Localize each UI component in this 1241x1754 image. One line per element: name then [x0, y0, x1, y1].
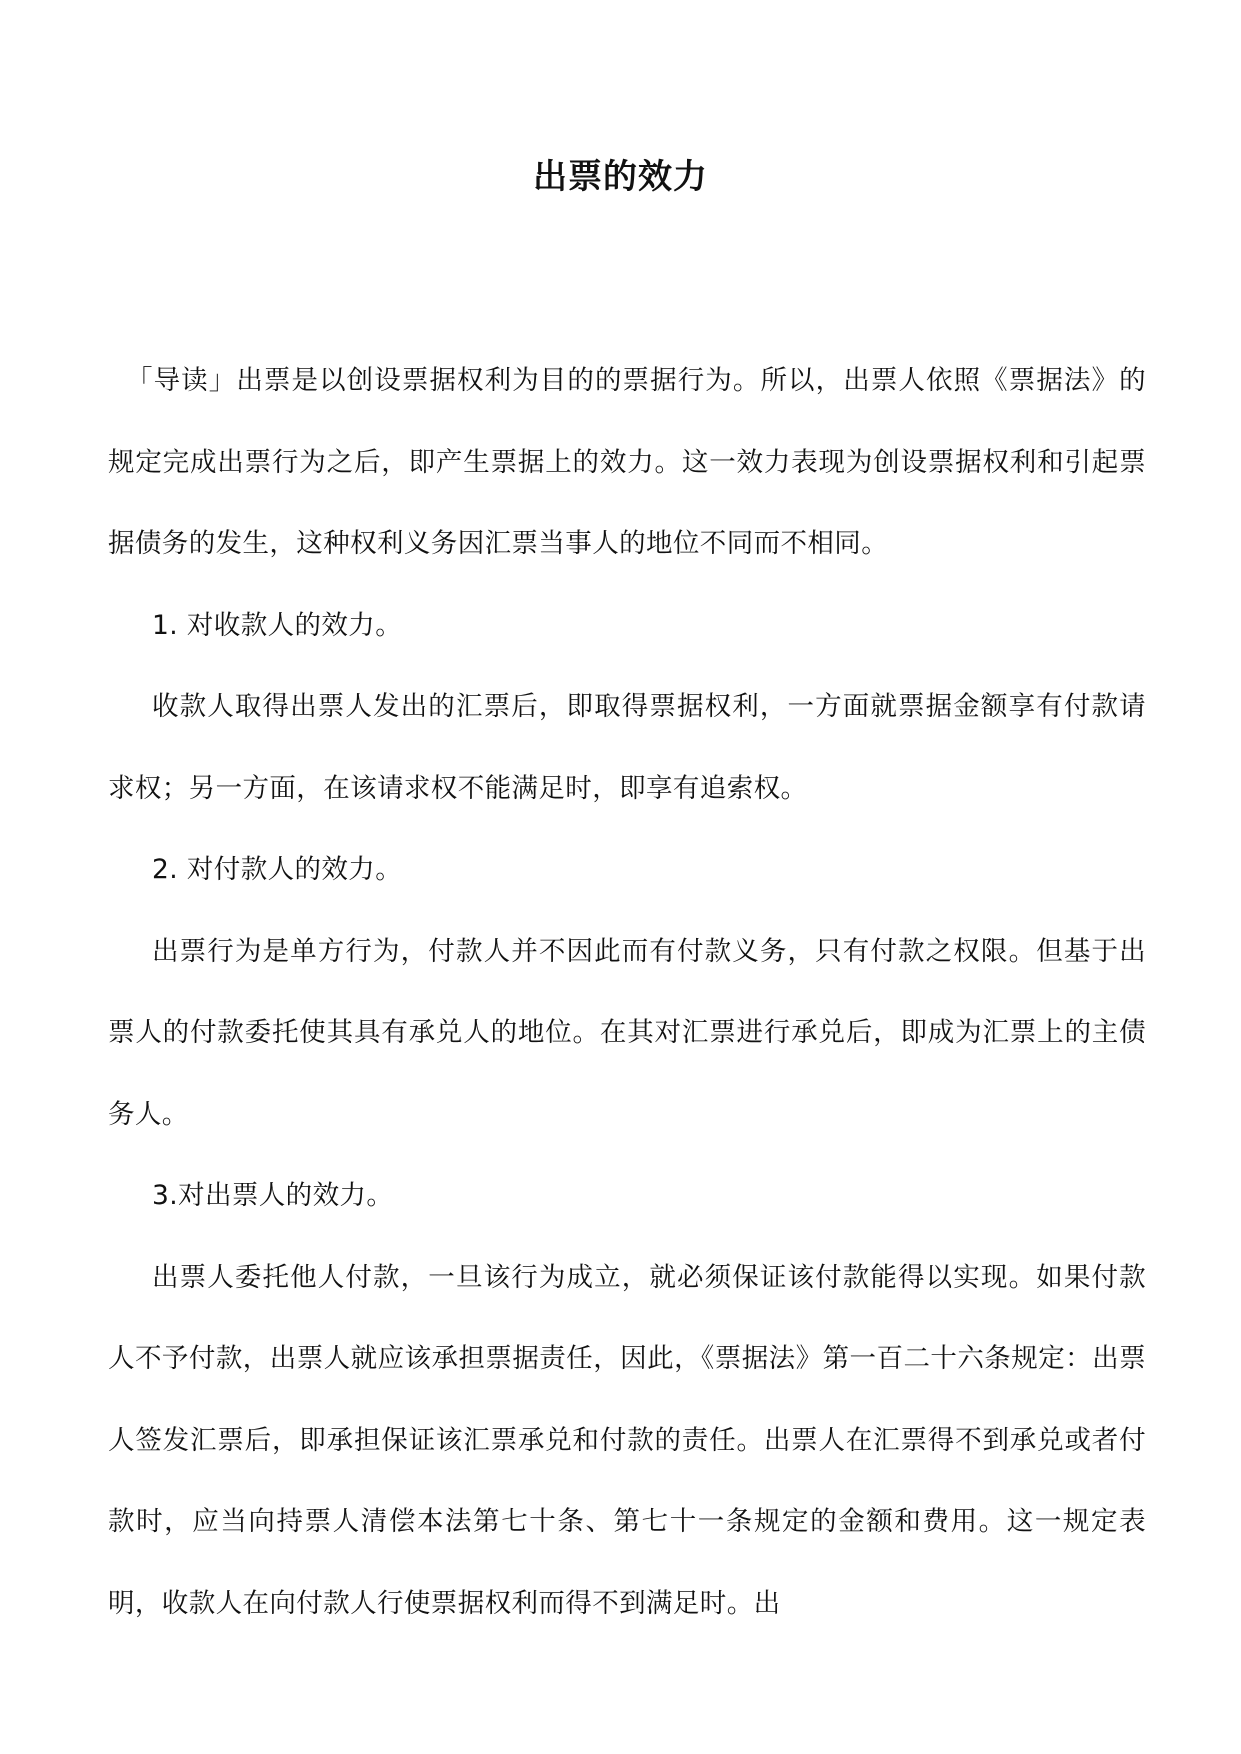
document-title: 出票的效力	[533, 157, 708, 197]
paragraph-payee-effect: 收款人取得出票人发出的汇票后，即取得票据权利，一方面就票据金额享有付款请求权；另一方面，在该请求权不能满足时，即享有追索权。	[108, 691, 1146, 804]
paragraph-intro: 「导读」出票是以创设票据权利为目的的票据行为。所以，出票人依照《票据法》的规定完成出票行为之后，即产生票据上的效力。这一效力表现为创设票据权利和引起票据债务的发生，这种权利义务因汇票当事人的地位不同而不相同。	[108, 365, 1146, 559]
document-body	[108, 340, 1146, 1644]
heading-payee-effect: 1. 对收款人的效力。	[152, 609, 403, 641]
heading-payer-effect: 2. 对付款人的效力。	[152, 854, 403, 885]
paragraph-drawer-effect: 出票人委托他人付款，一旦该行为成立，就必须保证该付款能得以实现。如果付款人不予付款，出票人就应该承担票据责任，因此，《票据法》第一百二十六条规定：出票人签发汇票后，即承担保证该汇票承兑和付款的责任。出票人在汇票得不到承兑或者付款时，应当向持票人清偿本法第七十条、第七十一条规定的金额和费用。这一规定表明，收款人在向付款人行使票据权利而得不到满足时。出	[108, 1261, 1146, 1619]
heading-drawer-effect: 3.对出票人的效力。	[152, 1180, 394, 1211]
paragraph-payer-effect: 出票行为是单方行为，付款人并不因此而有付款义务，只有付款之权限。但基于出票人的付款委托使其具有承兑人的地位。在其对汇票进行承兑后，即成为汇票上的主债务人。	[108, 935, 1146, 1130]
